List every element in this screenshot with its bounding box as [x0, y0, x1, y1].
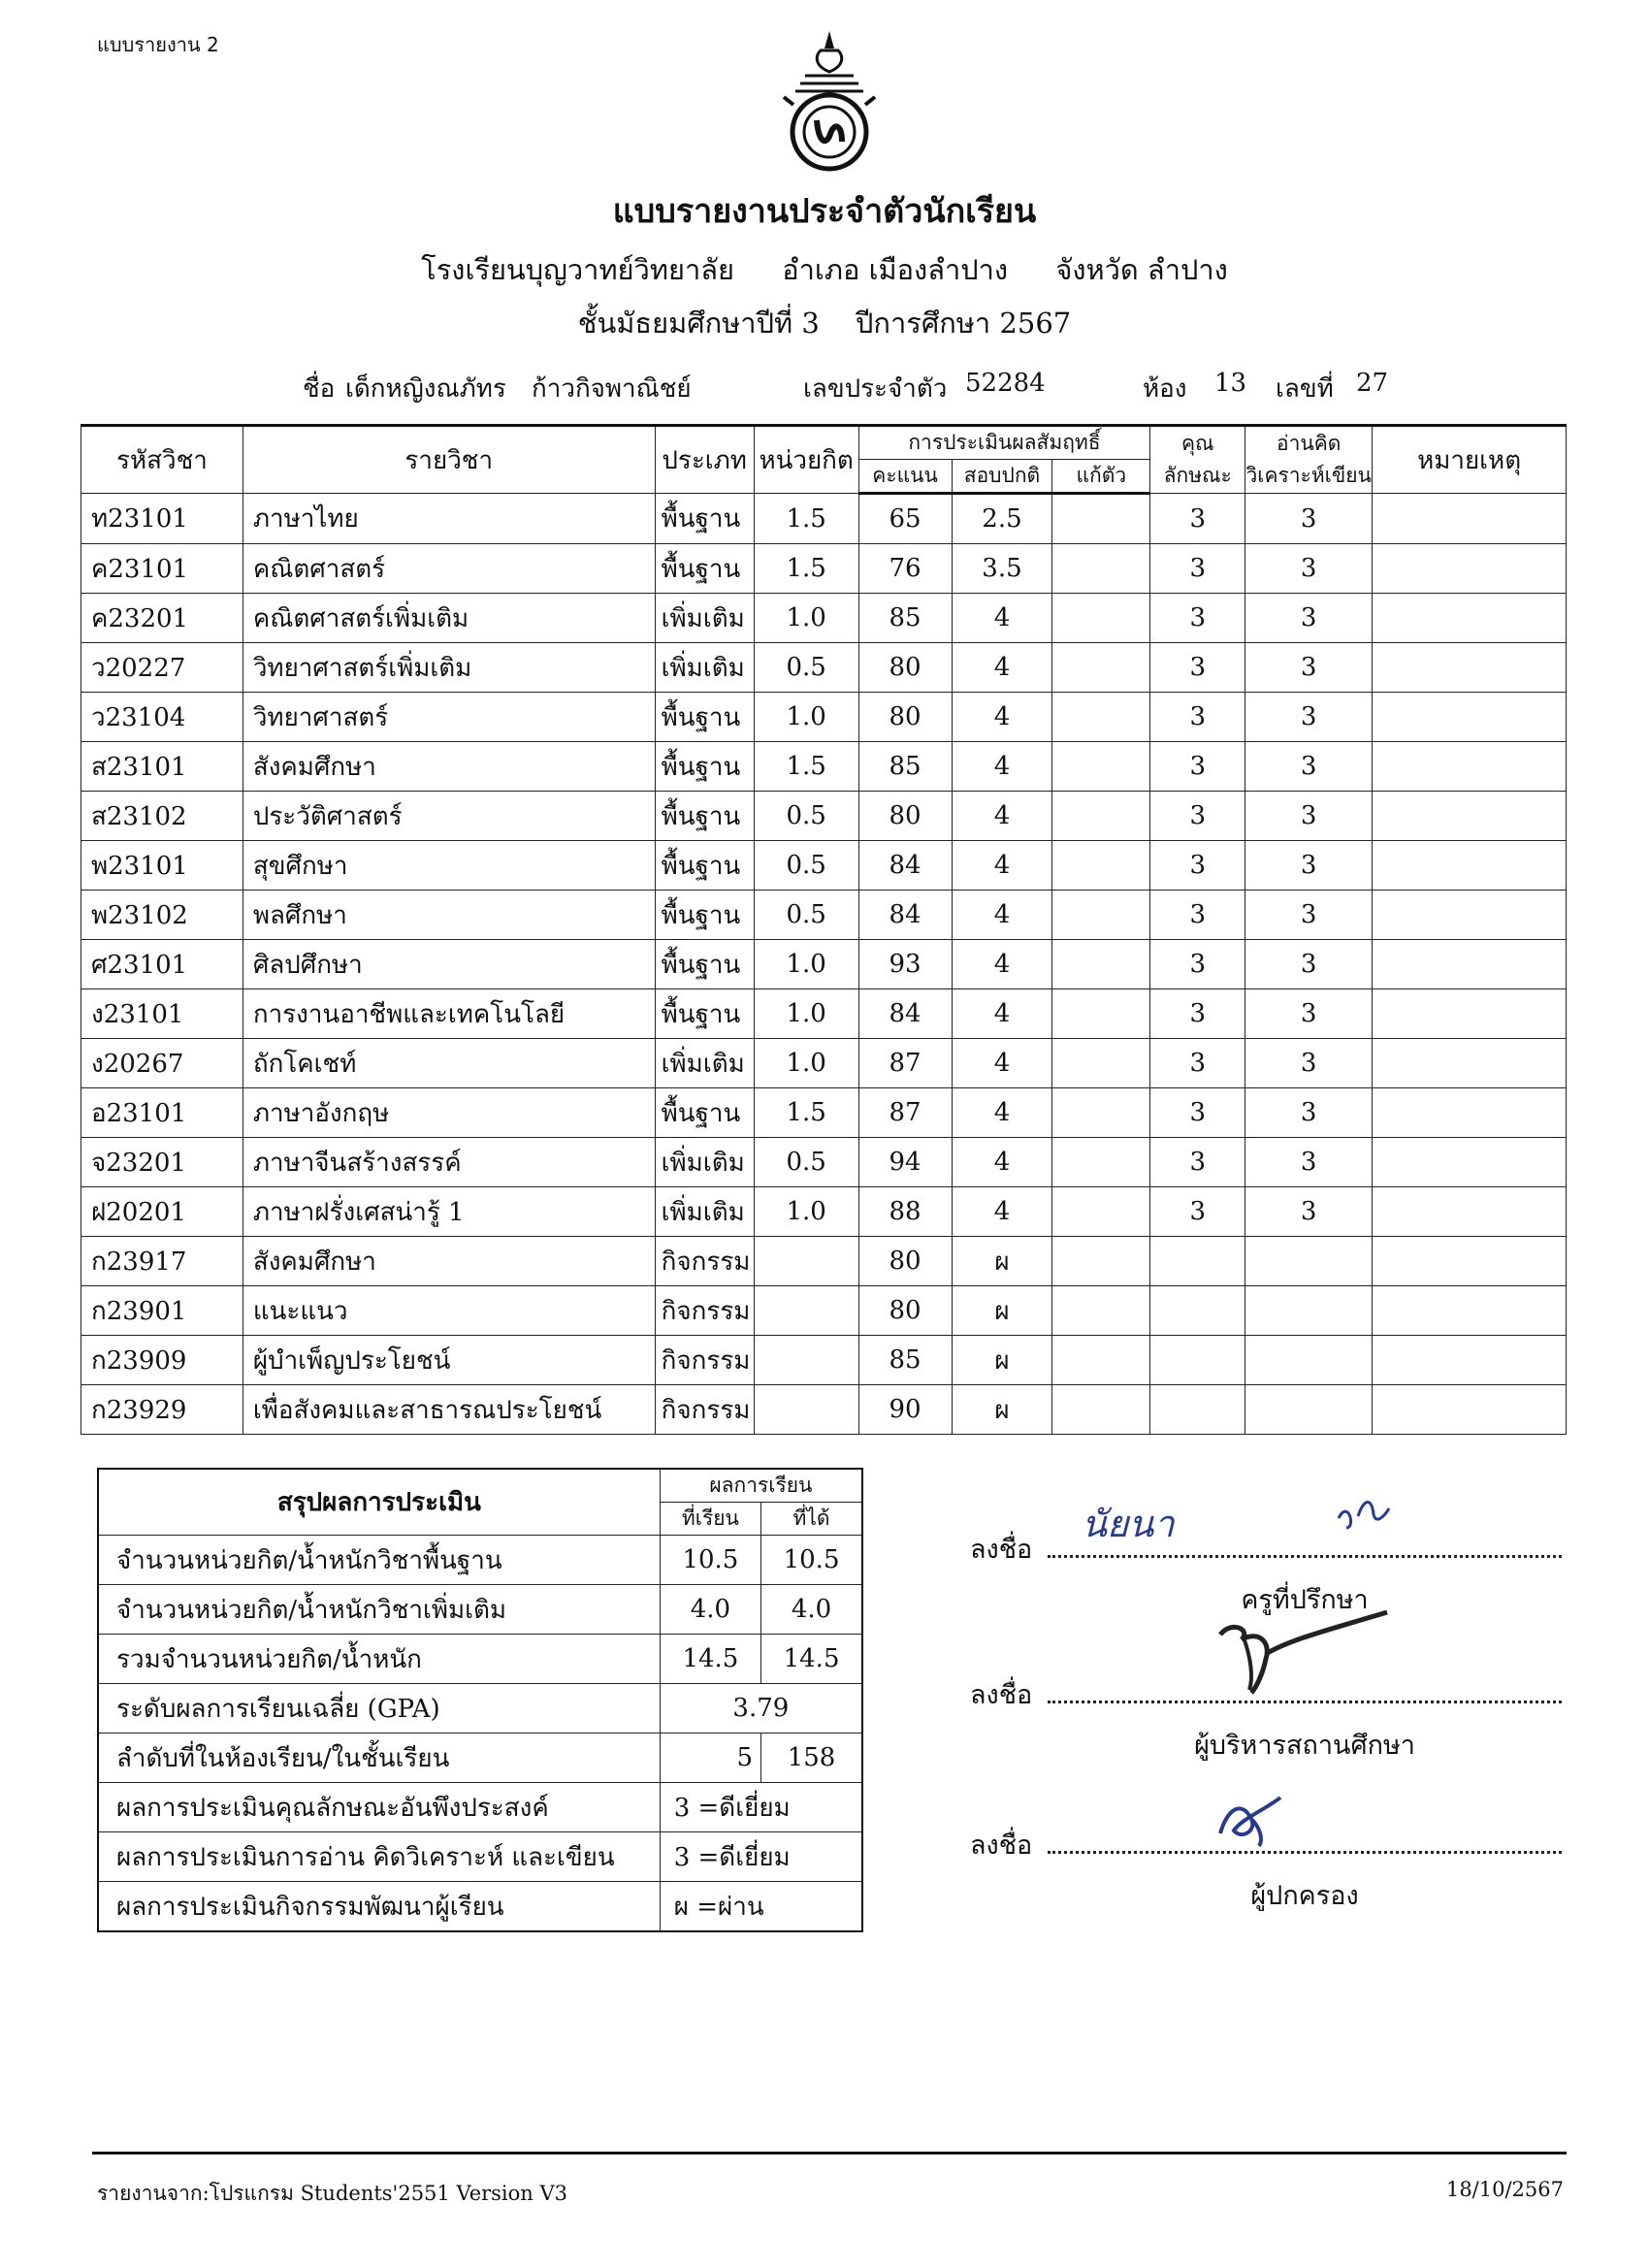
subject-attributes: 3 [1150, 1039, 1245, 1088]
attributes-result-value: 3 =ดีเยี่ยม [660, 1783, 862, 1832]
basic-credits-studied: 10.5 [660, 1536, 760, 1585]
sign-label: ลงชื่อ [970, 1680, 1033, 1710]
report-title: แบบรายงานประจำตัวนักเรียน [612, 192, 1037, 231]
signature-line [1048, 1701, 1562, 1703]
subject-code: จ23201 [81, 1138, 243, 1187]
attributes-result-label: ผลการประเมินคุณลักษณะอันพึงประสงค์ [98, 1783, 660, 1832]
school-info [0, 247, 1649, 292]
subject-credits: 1.5 [754, 742, 858, 792]
table-row [81, 693, 1567, 742]
student-id-label: เลขประจำตัว [803, 374, 948, 404]
subject-code: ค23201 [81, 594, 243, 643]
subject-name: วิทยาศาสตร์ [242, 693, 655, 742]
header-credits: หน่วยกิต [754, 426, 858, 494]
name-label: ชื่อ [303, 374, 336, 404]
table-row [81, 841, 1567, 891]
subject-attributes: 3 [1150, 1088, 1245, 1138]
subject-attributes: 3 [1150, 989, 1245, 1039]
subject-type: พื้นฐาน [655, 841, 754, 891]
table-row [81, 742, 1567, 792]
subject-grade: 4 [952, 792, 1052, 841]
subject-code: ค23101 [81, 544, 243, 594]
class-info [0, 301, 1649, 345]
subject-attributes: 3 [1150, 494, 1245, 544]
subject-grade: 2.5 [952, 494, 1052, 544]
subject-remedial [1052, 594, 1150, 643]
subject-reading: 3 [1245, 693, 1373, 742]
subject-grade: 4 [952, 693, 1052, 742]
subject-credits [754, 1286, 858, 1336]
subject-code: พ23101 [81, 841, 243, 891]
subject-type: กิจกรรม [655, 1237, 754, 1286]
subject-credits: 1.0 [754, 989, 858, 1039]
header-attributes: คุณ ลักษณะ [1150, 426, 1245, 494]
earned-header: ที่ได้ [761, 1503, 862, 1536]
subject-score: 94 [858, 1138, 952, 1187]
header-score: คะแนน [858, 460, 952, 494]
subject-score: 93 [858, 940, 952, 989]
subject-name: วิทยาศาสตร์เพิ่มเติม [242, 643, 655, 693]
subject-type: พื้นฐาน [655, 989, 754, 1039]
subject-remedial [1052, 742, 1150, 792]
subject-type: พื้นฐาน [655, 494, 754, 544]
header-assessment: การประเมินผลสัมฤทธิ์ [858, 426, 1150, 460]
subject-attributes [1150, 1286, 1245, 1336]
subject-score: 80 [858, 792, 952, 841]
subject-grade: 4 [952, 940, 1052, 989]
subject-grade: 3.5 [952, 544, 1052, 594]
subject-remark [1373, 1237, 1567, 1286]
subject-attributes: 3 [1150, 792, 1245, 841]
table-row [81, 1187, 1567, 1237]
subject-credits: 0.5 [754, 841, 858, 891]
basic-credits-earned: 10.5 [761, 1536, 862, 1585]
subject-attributes: 3 [1150, 693, 1245, 742]
subject-type: พื้นฐาน [655, 693, 754, 742]
subject-name: ผู้บำเพ็ญประโยชน์ [242, 1336, 655, 1385]
subject-attributes [1150, 1385, 1245, 1435]
subject-type: พื้นฐาน [655, 940, 754, 989]
subject-code: ศ23101 [81, 940, 243, 989]
school-seal-logo [776, 27, 883, 173]
table-row [81, 891, 1567, 940]
subject-reading: 3 [1245, 1138, 1373, 1187]
subject-score: 80 [858, 1286, 952, 1336]
subject-score: 84 [858, 841, 952, 891]
subject-attributes: 3 [1150, 544, 1245, 594]
gpa-label: ระดับผลการเรียนเฉลี่ย (GPA) [98, 1684, 660, 1733]
subject-attributes: 3 [1150, 1187, 1245, 1237]
subject-reading: 3 [1245, 1187, 1373, 1237]
result-header: ผลการเรียน [660, 1469, 862, 1503]
subject-remedial [1052, 643, 1150, 693]
rank-in-grade: 158 [761, 1733, 862, 1783]
subject-score: 80 [858, 693, 952, 742]
sign-label: ลงชื่อ [970, 1535, 1033, 1565]
subject-score: 80 [858, 1237, 952, 1286]
subject-type: พื้นฐาน [655, 891, 754, 940]
subject-attributes: 3 [1150, 1138, 1245, 1187]
subject-attributes: 3 [1150, 841, 1245, 891]
subject-name: ภาษาฝรั่งเศสน่ารู้ 1 [242, 1187, 655, 1237]
subject-grade: 4 [952, 841, 1052, 891]
signature-line [1048, 1555, 1562, 1558]
subject-score: 88 [858, 1187, 952, 1237]
subject-remark [1373, 792, 1567, 841]
subject-grade: 4 [952, 989, 1052, 1039]
subject-score: 87 [858, 1088, 952, 1138]
subject-credits: 0.5 [754, 1138, 858, 1187]
subject-remedial [1052, 1237, 1150, 1286]
subject-credits: 0.5 [754, 792, 858, 841]
advisor-handwritten-signature: นัยนา [1082, 1503, 1175, 1545]
subject-type: พื้นฐาน [655, 1088, 754, 1138]
subject-remark [1373, 693, 1567, 742]
subject-name: ประวัติศาสตร์ [242, 792, 655, 841]
subject-reading: 3 [1245, 494, 1373, 544]
subject-grade: ผ [952, 1385, 1052, 1435]
extra-credits-studied: 4.0 [660, 1585, 760, 1635]
subject-type: เพิ่มเติม [655, 1138, 754, 1187]
director-handwritten-signature [1212, 1601, 1397, 1698]
subject-reading [1245, 1237, 1373, 1286]
student-name: เด็กหญิงณภัทร [345, 374, 506, 404]
subject-remedial [1052, 1286, 1150, 1336]
grades-table [81, 424, 1567, 1435]
table-row [81, 1138, 1567, 1187]
subject-code: ก23917 [81, 1237, 243, 1286]
subject-grade: 4 [952, 1187, 1052, 1237]
total-credits-studied: 14.5 [660, 1635, 760, 1684]
school-name: โรงเรียนบุญวาทย์วิทยาลัย [421, 253, 734, 286]
subject-name: ศิลปศึกษา [242, 940, 655, 989]
subject-credits [754, 1237, 858, 1286]
basic-credits-label: จำนวนหน่วยกิต/น้ำหนักวิชาพื้นฐาน [98, 1536, 660, 1585]
subject-credits: 0.5 [754, 891, 858, 940]
subject-attributes: 3 [1150, 940, 1245, 989]
room-number: 13 [1214, 369, 1247, 398]
subject-name: คณิตศาสตร์เพิ่มเติม [242, 594, 655, 643]
subject-remedial [1052, 1187, 1150, 1237]
subject-score: 80 [858, 643, 952, 693]
subject-reading: 3 [1245, 643, 1373, 693]
subject-credits: 1.0 [754, 1039, 858, 1088]
academic-year: ปีการศึกษา 2567 [856, 307, 1072, 340]
subject-type: กิจกรรม [655, 1385, 754, 1435]
extra-credits-label: จำนวนหน่วยกิต/น้ำหนักวิชาเพิ่มเติม [98, 1585, 660, 1635]
province: จังหวัด ลำปาง [1055, 253, 1228, 286]
subject-remedial [1052, 494, 1150, 544]
subject-attributes: 3 [1150, 742, 1245, 792]
subject-name: ถักโคเชท์ [242, 1039, 655, 1088]
table-row [81, 940, 1567, 989]
subject-remark [1373, 1336, 1567, 1385]
header-reading: อ่านคิด วิเคราะห์เขียน [1245, 426, 1373, 494]
reading-result-value: 3 =ดีเยี่ยม [660, 1832, 862, 1882]
subject-remedial [1052, 1088, 1150, 1138]
table-row [81, 1237, 1567, 1286]
extra-credits-earned: 4.0 [761, 1585, 862, 1635]
subject-reading: 3 [1245, 989, 1373, 1039]
subject-remark [1373, 643, 1567, 693]
subject-credits: 1.5 [754, 494, 858, 544]
gpa-value: 3.79 [660, 1684, 862, 1733]
table-row [81, 989, 1567, 1039]
subject-credits: 1.5 [754, 544, 858, 594]
subject-grade: ผ [952, 1237, 1052, 1286]
subject-reading: 3 [1245, 594, 1373, 643]
subject-score: 85 [858, 594, 952, 643]
header-remark: หมายเหตุ [1373, 426, 1567, 494]
rank-in-room: 5 [660, 1733, 760, 1783]
rank-label: ลำดับที่ในห้องเรียน/ในชั้นเรียน [98, 1733, 660, 1783]
table-row [81, 792, 1567, 841]
subject-reading: 3 [1245, 841, 1373, 891]
subject-credits: 1.0 [754, 940, 858, 989]
subject-remedial [1052, 1385, 1150, 1435]
table-row [81, 1336, 1567, 1385]
subject-reading [1245, 1385, 1373, 1435]
subject-score: 90 [858, 1385, 952, 1435]
subject-remedial [1052, 1336, 1150, 1385]
subject-remark [1373, 1286, 1567, 1336]
subject-type: เพิ่มเติม [655, 1187, 754, 1237]
subject-credits: 1.5 [754, 1088, 858, 1138]
activity-result-label: ผลการประเมินกิจกรรมพัฒนาผู้เรียน [98, 1882, 660, 1932]
subject-remark [1373, 1187, 1567, 1237]
reading-result-label: ผลการประเมินการอ่าน คิดวิเคราะห์ และเขียน [98, 1832, 660, 1882]
table-row [81, 643, 1567, 693]
subject-type: พื้นฐาน [655, 544, 754, 594]
table-row [81, 1039, 1567, 1088]
subject-code: ว23104 [81, 693, 243, 742]
grade-level: ชั้นมัธยมศึกษาปีที่ 3 [577, 307, 820, 340]
subject-type: เพิ่มเติม [655, 1039, 754, 1088]
subject-name: ภาษาจีนสร้างสรรค์ [242, 1138, 655, 1187]
room-label: ห้อง [1143, 374, 1187, 404]
student-id: 52284 [965, 369, 1046, 398]
subject-score: 84 [858, 989, 952, 1039]
subject-remedial [1052, 792, 1150, 841]
header-subject: รายวิชา [242, 426, 655, 494]
subject-reading [1245, 1286, 1373, 1336]
footer-date: 18/10/2567 [1445, 2178, 1564, 2201]
table-row [81, 494, 1567, 544]
parent-role: ผู้ปกครอง [1250, 1881, 1359, 1911]
subject-name: การงานอาชีพและเทคโนโลยี [242, 989, 655, 1039]
subject-remark [1373, 1039, 1567, 1088]
subject-attributes: 3 [1150, 594, 1245, 643]
total-credits-earned: 14.5 [761, 1635, 862, 1684]
subject-grade: 4 [952, 1138, 1052, 1187]
subject-code: ส23101 [81, 742, 243, 792]
table-row [81, 594, 1567, 643]
subject-type: เพิ่มเติม [655, 594, 754, 643]
subject-code: ง23101 [81, 989, 243, 1039]
subject-grade: 4 [952, 594, 1052, 643]
subject-remedial [1052, 544, 1150, 594]
subject-type: พื้นฐาน [655, 792, 754, 841]
subject-remark [1373, 989, 1567, 1039]
subject-code: ท23101 [81, 494, 243, 544]
subject-code: พ23102 [81, 891, 243, 940]
subject-name: คณิตศาสตร์ [242, 544, 655, 594]
summary-title: สรุปผลการประเมิน [98, 1469, 660, 1536]
subject-remark [1373, 1138, 1567, 1187]
parent-handwritten-signature [1212, 1790, 1300, 1848]
subject-attributes: 3 [1150, 891, 1245, 940]
subject-remark [1373, 1385, 1567, 1435]
subject-remedial [1052, 940, 1150, 989]
subject-reading: 3 [1245, 544, 1373, 594]
subject-remark [1373, 494, 1567, 544]
subject-grade: 4 [952, 742, 1052, 792]
subject-credits [754, 1385, 858, 1435]
subject-score: 85 [858, 1336, 952, 1385]
subject-grade: 4 [952, 1088, 1052, 1138]
subject-name: ภาษาอังกฤษ [242, 1088, 655, 1138]
subject-grade: 4 [952, 643, 1052, 693]
subject-score: 76 [858, 544, 952, 594]
subject-reading: 3 [1245, 1088, 1373, 1138]
subject-reading: 3 [1245, 792, 1373, 841]
subject-score: 84 [858, 891, 952, 940]
subject-remark [1373, 841, 1567, 891]
subject-credits: 1.0 [754, 693, 858, 742]
subject-grade: 4 [952, 1039, 1052, 1088]
subject-code: ก23929 [81, 1385, 243, 1435]
subject-type: พื้นฐาน [655, 742, 754, 792]
signature-line [1048, 1851, 1562, 1854]
table-row [81, 1088, 1567, 1138]
subject-remark [1373, 742, 1567, 792]
student-surname: ก้าวกิจพาณิชย์ [532, 374, 692, 404]
footer-divider [92, 2152, 1567, 2155]
table-row [81, 544, 1567, 594]
subject-code: ก23909 [81, 1336, 243, 1385]
table-row [81, 1385, 1567, 1435]
footer-source: รายงานจาก:โปรแกรม Students'2551 Version V3 [97, 2182, 568, 2205]
subject-reading [1245, 1336, 1373, 1385]
subject-name: พลศึกษา [242, 891, 655, 940]
subject-credits [754, 1336, 858, 1385]
subject-type: เพิ่มเติม [655, 643, 754, 693]
subject-code: อ23101 [81, 1088, 243, 1138]
sign-label: ลงชื่อ [970, 1831, 1033, 1861]
header-code: รหัสวิชา [81, 426, 243, 494]
subject-remark [1373, 940, 1567, 989]
subject-remark [1373, 594, 1567, 643]
seat-number-label: เลขที่ [1276, 374, 1334, 404]
header-normal-exam: สอบปกติ [952, 460, 1052, 494]
subject-score: 85 [858, 742, 952, 792]
subject-attributes [1150, 1237, 1245, 1286]
subject-reading: 3 [1245, 742, 1373, 792]
subject-reading: 3 [1245, 891, 1373, 940]
subject-name: ภาษาไทย [242, 494, 655, 544]
subject-score: 65 [858, 494, 952, 544]
activity-result-value: ผ =ผ่าน [660, 1882, 862, 1932]
subject-code: ฝ20201 [81, 1187, 243, 1237]
subject-grade: ผ [952, 1286, 1052, 1336]
subject-grade: ผ [952, 1336, 1052, 1385]
subject-type: กิจกรรม [655, 1286, 754, 1336]
subject-code: ก23901 [81, 1286, 243, 1336]
header-type: ประเภท [655, 426, 754, 494]
subject-credits: 0.5 [754, 643, 858, 693]
subject-remark [1373, 544, 1567, 594]
subject-code: ส23102 [81, 792, 243, 841]
subject-type: กิจกรรม [655, 1336, 754, 1385]
subject-name: เพื่อสังคมและสาธารณประโยชน์ [242, 1385, 655, 1435]
director-role: ผู้บริหารสถานศึกษา [1194, 1731, 1415, 1761]
subject-credits: 1.0 [754, 1187, 858, 1237]
subject-reading: 3 [1245, 1039, 1373, 1088]
total-credits-label: รวมจำนวนหน่วยกิต/น้ำหนัก [98, 1635, 660, 1684]
subject-grade: 4 [952, 891, 1052, 940]
subject-remedial [1052, 989, 1150, 1039]
subject-remark [1373, 891, 1567, 940]
subject-score: 87 [858, 1039, 952, 1088]
subject-code: ง20267 [81, 1039, 243, 1088]
subject-remark [1373, 1088, 1567, 1138]
subject-reading: 3 [1245, 940, 1373, 989]
subject-attributes [1150, 1336, 1245, 1385]
seat-number: 27 [1356, 369, 1389, 398]
subject-remedial [1052, 693, 1150, 742]
table-row [81, 1286, 1567, 1336]
subject-remedial [1052, 1039, 1150, 1088]
subject-attributes: 3 [1150, 643, 1245, 693]
subject-credits: 1.0 [754, 594, 858, 643]
subject-remedial [1052, 1138, 1150, 1187]
subject-code: ว20227 [81, 643, 243, 693]
subject-name: สังคมศึกษา [242, 742, 655, 792]
header-remedial: แก้ตัว [1052, 460, 1150, 494]
district: อำเภอ เมืองลำปาง [782, 253, 1009, 286]
subject-name: แนะแนว [242, 1286, 655, 1336]
advisor-role: ครูที่ปรึกษา [1241, 1585, 1369, 1615]
subject-name: สังคมศึกษา [242, 1237, 655, 1286]
subject-remedial [1052, 841, 1150, 891]
advisor-initials-scribble [1329, 1489, 1397, 1538]
form-label: แบบรายงาน 2 [97, 33, 219, 56]
studied-header: ที่เรียน [660, 1503, 760, 1536]
subject-remedial [1052, 891, 1150, 940]
subject-name: สุขศึกษา [242, 841, 655, 891]
summary-table [97, 1468, 863, 1932]
